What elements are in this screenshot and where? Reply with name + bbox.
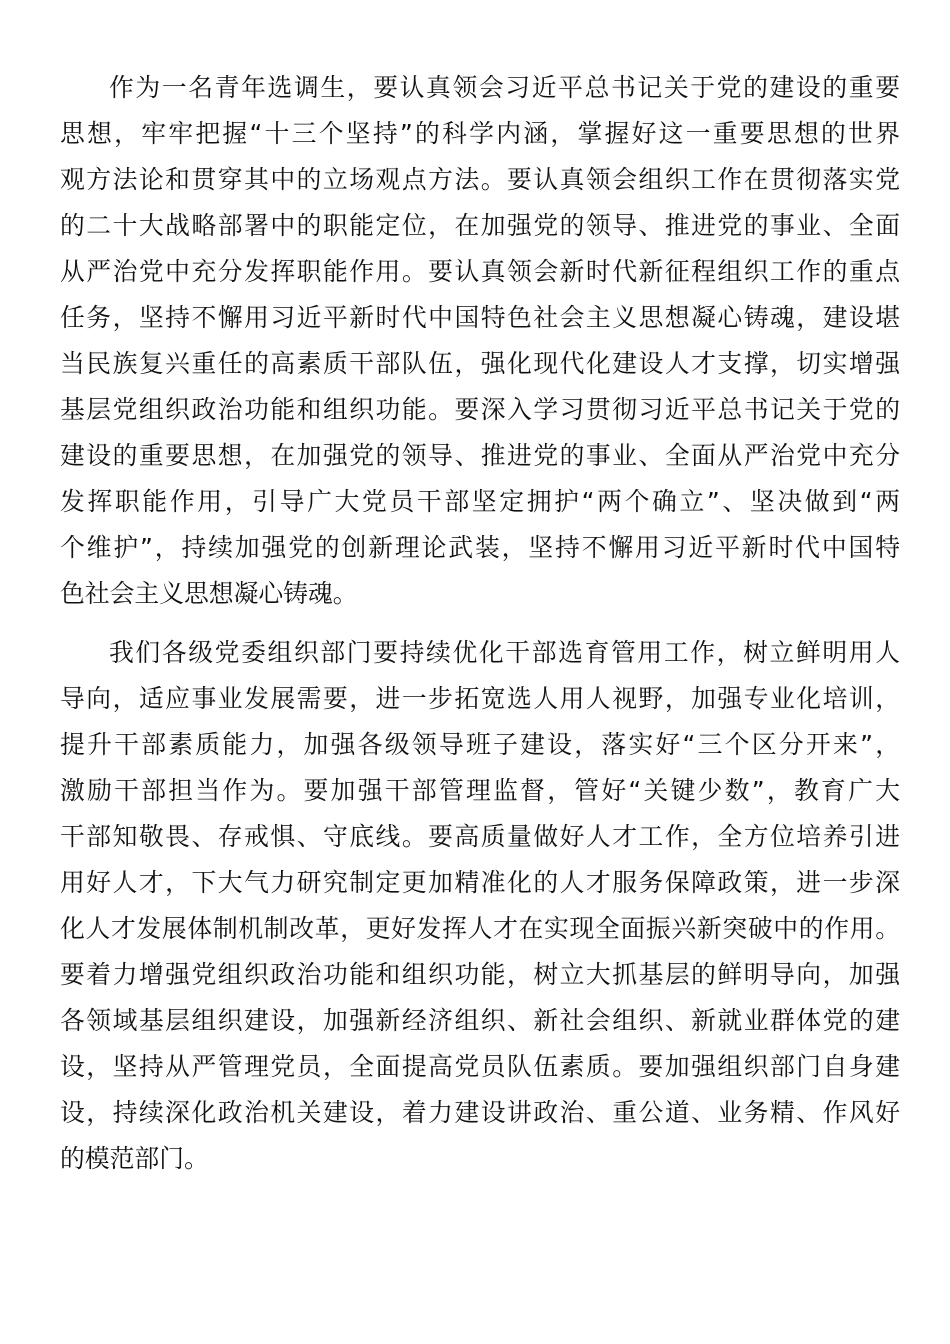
- paragraph-2-line: 设，坚持从严管理党员，全面提高党员队伍素质。要加强组织部门自身建: [60, 1052, 900, 1081]
- paragraph-2-line: 各领域基层组织建设，加强新经济组织、新社会组织、新就业群体党的建: [60, 1006, 900, 1035]
- paragraph-1-last-line: 色社会主义思想凝心铸魂。: [60, 579, 358, 608]
- paragraph-1-line: 基层党组织政治功能和组织功能。要深入学习贯彻习近平总书记关于党的: [60, 395, 900, 424]
- paragraph-1-line: 发挥职能作用，引导广大党员干部坚定拥护“两个确立”、坚决做到“两: [60, 487, 900, 516]
- paragraph-1-line: 作为一名青年选调生，要认真领会习近平总书记关于党的建设的重要: [109, 73, 900, 102]
- paragraph-1-line: 从严治党中充分发挥职能作用。要认真领会新时代新征程组织工作的重点: [60, 257, 900, 286]
- paragraph-2-line: 激励干部担当作为。要加强干部管理监督，管好“关键少数”，教育广大: [60, 776, 900, 805]
- paragraph-2-line: 化人才发展体制机制改革，更好发挥人才在实现全面振兴新突破中的作用。: [60, 914, 900, 943]
- paragraph-1-line: 思想，牢牢把握“十三个坚持”的科学内涵，掌握好这一重要思想的世界: [60, 119, 900, 148]
- paragraph-2-line: 导向，适应事业发展需要，进一步拓宽选人用人视野，加强专业化培训，: [60, 684, 900, 713]
- paragraph-2-line: 设，持续深化政治机关建设，着力建设讲政治、重公道、业务精、作风好: [60, 1098, 900, 1127]
- paragraph-2-line: 我们各级党委组织部门要持续优化干部选育管用工作，树立鲜明用人: [109, 638, 900, 667]
- paragraph-1-line: 观方法论和贯穿其中的立场观点方法。要认真领会组织工作在贯彻落实党: [60, 165, 900, 194]
- paragraph-1-line: 建设的重要思想，在加强党的领导、推进党的事业、全面从严治党中充分: [60, 441, 900, 470]
- paragraph-1-line: 个维护”，持续加强党的创新理论武装，坚持不懈用习近平新时代中国特: [60, 533, 900, 562]
- paragraph-2-line: 用好人才，下大气力研究制定更加精准化的人才服务保障政策，进一步深: [60, 868, 900, 897]
- paragraph-1-line: 任务，坚持不懈用习近平新时代中国特色社会主义思想凝心铸魂，建设堪: [60, 303, 900, 332]
- paragraph-1-line: 的二十大战略部署中的职能定位，在加强党的领导、推进党的事业、全面: [60, 211, 900, 240]
- paragraph-1-line: 当民族复兴重任的高素质干部队伍，强化现代化建设人才支撑，切实增强: [60, 349, 900, 378]
- paragraph-2-last-line: 的模范部门。: [60, 1144, 209, 1173]
- paragraph-2-line: 提升干部素质能力，加强各级领导班子建设，落实好“三个区分开来”，: [60, 730, 900, 759]
- paragraph-2-line: 干部知敬畏、存戒惧、守底线。要高质量做好人才工作，全方位培养引进: [60, 822, 900, 851]
- paragraph-2-line: 要着力增强党组织政治功能和组织功能，树立大抓基层的鲜明导向，加强: [60, 960, 900, 989]
